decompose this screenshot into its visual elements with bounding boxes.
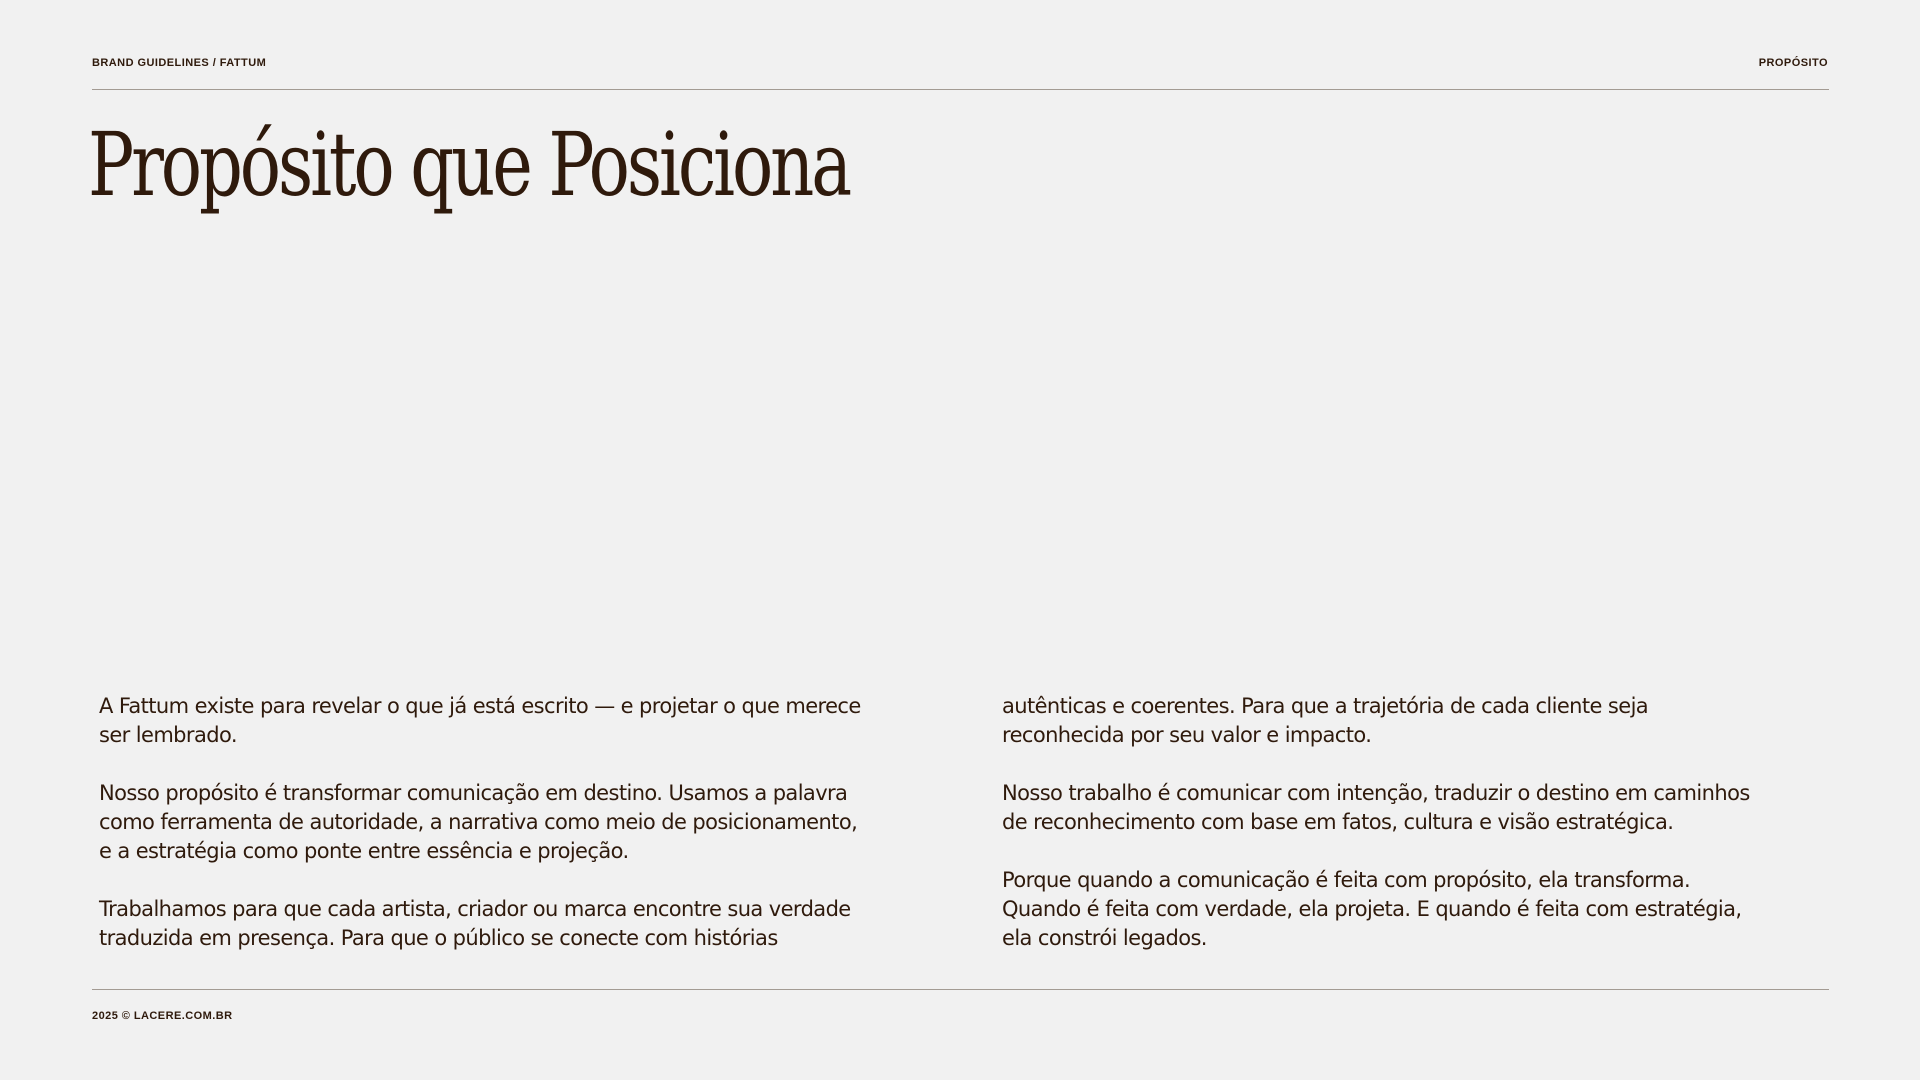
text-line: como ferramenta de autoridade, a narrativa como meio de posicionamento, [99,810,858,834]
text-line: Nosso propósito é transformar comunicação em destino. Usamos a palavra [99,781,848,805]
text-line: e a estratégia como ponte entre essência e projeção. [99,839,629,863]
top-divider [92,89,1829,90]
text-line: Porque quando a comunicação é feita com propósito, ela transforma. [1002,868,1691,892]
right-column [1002,692,1832,953]
text-line: ser lembrado. [99,723,237,747]
left-column [99,692,939,953]
section-label: PROPÓSITO [1758,57,1828,69]
paragraph [1002,692,1832,750]
page-title: Propósito que Posiciona [88,113,850,216]
text-line: autênticas e coerentes. Para que a trajetória de cada cliente seja [1002,694,1649,718]
text-line: Trabalhamos para que cada artista, criador ou marca encontre sua verdade [99,897,851,921]
paragraph [99,895,939,953]
body-text [99,692,1821,962]
text-line: reconhecida por seu valor e impacto. [1002,723,1372,747]
paragraph [99,779,939,866]
paragraph [99,692,939,750]
text-line: Nosso trabalho é comunicar com intenção, traduzir o destino em caminhos [1002,781,1750,805]
bottom-divider [92,989,1829,990]
text-line: traduzida em presença. Para que o público se conecte com histórias [99,926,778,950]
footer-copyright: 2025 © LACERE.COM.BR [92,1010,233,1022]
paragraph [1002,866,1832,953]
text-line: de reconhecimento com base em fatos, cultura e visão estratégica. [1002,810,1674,834]
text-line: A Fattum existe para revelar o que já está escrito — e projetar o que merece [99,694,861,718]
breadcrumb: BRAND GUIDELINES / FATTUM [92,57,267,69]
paragraph [1002,779,1832,837]
text-line: Quando é feita com verdade, ela projeta. E quando é feita com estratégia, [1002,897,1742,921]
text-line: ela constrói legados. [1002,926,1207,950]
